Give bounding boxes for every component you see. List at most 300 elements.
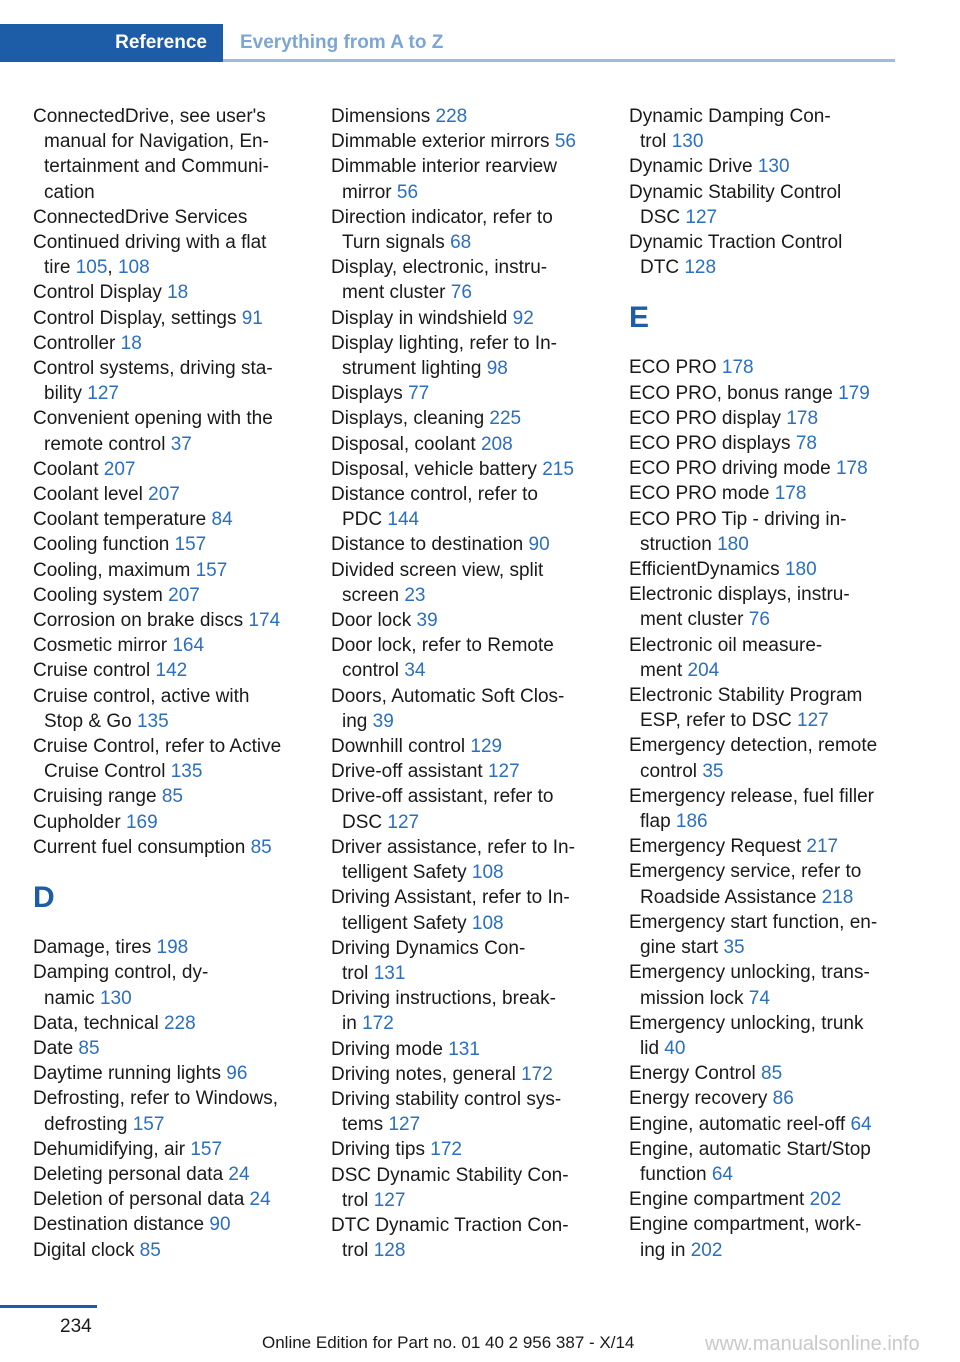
entry-text: DSC Dynamic Stability Con- [331,1164,569,1186]
page-link[interactable]: 91 [241,307,263,329]
page-link[interactable]: 39 [372,710,394,732]
entry-text: defrosting [44,1113,133,1135]
page-link[interactable]: 127 [373,1189,406,1211]
entry-text: Cupholder [33,811,126,833]
page-link[interactable]: 92 [512,307,534,329]
index-entry [331,532,626,557]
index-entry [33,784,328,809]
page-link[interactable]: 108 [471,912,504,934]
entry-text: mirror [342,181,397,203]
page-link[interactable]: 85 [139,1239,161,1261]
index-entry [33,331,328,356]
entry-text: ECO PRO displays [629,433,796,455]
entry-text: struction [640,533,718,555]
index-entry [629,1212,924,1262]
index-entry [331,1062,626,1087]
index-entry [629,859,924,909]
entry-text: Emergency service, refer to [629,861,862,883]
index-entry: Continued driving with a flat tire 105, 108 [33,232,267,279]
entry-text: DTC [640,257,685,279]
index-entry [33,960,328,1010]
entry-text: Cooling system [33,584,169,606]
page-link[interactable]: 86 [772,1088,794,1110]
entry-text: flap [640,811,676,833]
entry-text: ECO PRO [629,357,722,379]
index-entry [331,835,626,885]
entry-text: Emergency detection, remote [629,735,878,757]
index-entry [33,583,328,608]
entry-text: Engine, automatic Start/Stop [629,1138,871,1160]
index-entry [629,1011,924,1061]
index-entry [629,683,924,733]
index-entry [331,684,626,734]
index-entry [331,406,626,431]
index-entry [629,154,924,179]
page-link[interactable]: 128 [684,257,717,279]
index-entry [629,1086,924,1111]
index-entry [33,835,328,860]
edition-note: Online Edition for Part no. 01 40 2 956 387 - X/14 [262,1333,635,1352]
entry-text: Display in windshield [331,307,513,329]
entry-text: Emergency Request [629,836,807,858]
entry-text: trol [342,1240,374,1262]
entry-text: Downhill control [331,736,471,758]
index-column-2 [331,104,626,1263]
page-link[interactable]: 172 [430,1139,462,1161]
entry-text: DSC [640,206,686,228]
index-entry [33,684,328,734]
index-entry [629,960,924,1010]
index-entry [33,1086,328,1136]
page-link[interactable]: 180 [784,559,817,581]
index-entry [331,154,626,204]
page-link[interactable]: 218 [821,886,854,908]
entry-text: function [640,1163,712,1185]
page-link[interactable]: 90 [209,1214,231,1236]
page-link[interactable]: 56 [396,181,419,203]
index-column-1 [33,104,328,1263]
page-link[interactable]: 169 [125,811,158,833]
page-link[interactable]: 204 [687,659,720,681]
page-link[interactable]: 164 [172,635,205,657]
index-entry [331,633,626,683]
index-entry [33,1011,328,1036]
index-entry [33,507,328,532]
entry-text: Dynamic Damping Con- [629,106,831,127]
page-link[interactable]: 178 [835,458,868,480]
page-link[interactable]: 37 [170,433,192,455]
index-entry [331,1087,626,1137]
entry-text: ECO PRO display [629,407,787,429]
entry-text: Driving Dynamics Con- [331,937,526,959]
index-entry [629,1061,924,1086]
entry-text: control [342,660,405,682]
index-entry [331,558,626,608]
index-entry [33,633,328,658]
entry-text: Dynamic Drive [629,156,758,178]
entry-text: Distance to destination [331,534,529,556]
page-link[interactable]: 39 [416,610,438,632]
index-entry [629,1137,924,1187]
page-link[interactable]: 64 [850,1113,872,1135]
index-letter-heading: E [629,301,650,335]
index-entry [33,205,328,230]
index-entry [33,810,328,835]
index-entry [629,910,924,960]
entry-text: Electronic oil measure- [629,634,823,656]
page-link[interactable]: 24 [228,1163,250,1185]
page-link[interactable]: 135 [170,761,203,783]
entry-text: Drive-off assistant [331,761,488,783]
page-link[interactable]: 76 [450,282,472,304]
page-link[interactable]: 84 [211,509,233,531]
entry-text: ECO PRO mode [629,483,775,505]
entry-text: Driving stability control sys- [331,1088,562,1110]
entry-text: Deletion of personal data [33,1189,250,1211]
entry-text: ing in [640,1239,691,1261]
index-entry [629,381,924,406]
entry-text: trol [342,1189,374,1211]
entry-text: Deleting personal data [33,1163,229,1185]
page-link[interactable]: 215 [542,458,574,480]
entry-text: Emergency release, fuel filler [629,785,874,807]
entry-text: Door lock, refer to Remote [331,635,554,657]
page-link[interactable]: 127 [685,206,718,228]
page-link[interactable]: 225 [489,408,522,430]
page-link[interactable]: 157 [190,1138,223,1160]
entry-text: in [342,1013,363,1035]
header-title: Everything from A to Z [240,32,444,53]
entry-text: Cruise Control [44,761,171,783]
page-link[interactable]: 128 [373,1240,406,1262]
page-link[interactable]: 35 [702,760,724,782]
entry-text: Roadside Assistance [640,886,822,908]
index-entry [33,306,328,331]
index-entry [331,1213,626,1263]
entry-text: Electronic Stability Program [629,685,863,707]
page-link[interactable]: 208 [480,433,513,455]
entry-text: Driving instructions, break- [331,988,556,1010]
index-entry [629,180,924,230]
entry-text: manual for Navigation, En- [44,131,269,153]
entry-text: Dynamic Traction Control [629,232,843,254]
index-entry [331,129,626,154]
index-entry [33,406,328,456]
page-link[interactable]: 64 [711,1163,733,1185]
entry-text: Continued driving with a flat [33,232,267,254]
index-entry [629,834,924,859]
index-entry [331,306,626,331]
entry-text: Corrosion on brake discs [33,610,249,632]
entry-text: Display lighting, refer to In- [331,332,557,354]
page-link[interactable]: 186 [675,811,708,833]
page-link[interactable]: 76 [748,609,770,631]
index-entry [33,457,328,482]
index-entry [33,532,328,557]
index-entry [331,381,626,406]
entry-text: Dimmable exterior mirrors [331,131,555,153]
index-entry [331,432,626,457]
page-link[interactable]: 172 [362,1013,394,1035]
entry-text: Cosmetic mirror [33,635,173,657]
entry-text: EfficientDynamics [629,559,785,581]
entry-text: Engine, automatic reel-off [629,1113,851,1135]
page-link[interactable]: 157 [174,534,207,556]
entry-text: Coolant [33,458,104,480]
entry-text: Coolant temperature [33,509,212,531]
entry-text: DSC [342,811,388,833]
page-link[interactable]: 77 [408,383,430,405]
page-link[interactable]: 202 [690,1239,723,1261]
page-link[interactable]: 217 [806,836,839,858]
page-number: 234 [60,1316,92,1337]
page-link[interactable]: 129 [470,736,503,758]
page-link[interactable]: 202 [809,1189,842,1211]
index-entry [331,885,626,935]
entry-text: tertainment and Communi- [44,156,269,178]
entry-text: Energy Control [629,1063,762,1085]
entry-text: Control Display, settings [33,307,242,329]
index-entry [33,356,328,406]
index-entry [331,608,626,633]
page-link[interactable]: 157 [195,559,228,581]
page-link[interactable]: 228 [163,1012,196,1034]
entry-text: screen [342,584,405,606]
entry-text: tems [342,1114,389,1136]
entry-text: Cooling, maximum [33,559,196,581]
page-link[interactable]: 18 [167,282,189,304]
index-entry [331,1037,626,1062]
entry-text: ment cluster [640,609,749,631]
entry-text: Digital clock [33,1239,140,1261]
page-link[interactable]: 108 [117,257,150,279]
entry-text: telligent Safety [342,912,472,934]
page-link[interactable]: 18 [120,332,142,354]
entry-text: Convenient opening with the [33,408,273,430]
entry-text: Displays [331,383,409,405]
entry-text: cation [44,181,95,203]
entry-text: Cruising range [33,786,162,808]
page-link[interactable]: 127 [87,383,119,405]
page-link[interactable]: 34 [404,660,426,682]
entry-text: ECO PRO, bonus range [629,382,839,404]
page-link[interactable]: 85 [161,786,183,808]
page-link[interactable]: 74 [748,987,770,1009]
entry-text: Controller [33,332,121,354]
entry-text: Emergency start function, en- [629,911,878,933]
entry-text: Divided screen view, split [331,559,544,581]
header-rule [223,59,895,62]
index-column-3 [629,104,924,1263]
page-link[interactable]: 131 [448,1038,480,1060]
index-entry [629,230,924,280]
page-link[interactable]: 178 [774,483,807,505]
index-entry [33,658,328,683]
index-entry [331,331,626,381]
entry-text: Doors, Automatic Soft Clos- [331,685,565,707]
entry-text: Turn signals [342,232,451,254]
page-link[interactable]: 24 [249,1189,271,1211]
entry-text: ment [640,659,688,681]
entry-text: Driving Assistant, refer to In- [331,887,570,909]
entry-text: ment cluster [342,282,451,304]
page-link[interactable]: 127 [487,761,520,783]
page-link[interactable]: 130 [99,987,132,1009]
index-entry [33,1187,328,1212]
index-entry [331,457,626,482]
index-entry [629,1187,924,1212]
index-entry [331,784,626,834]
entry-text: Damage, tires [33,937,157,959]
index-entry [33,1238,328,1263]
page-link[interactable]: 207 [148,484,180,506]
page-link[interactable]: 105 [75,257,108,279]
entry-text: Direction indicator, refer to [331,206,553,228]
entry-text: Control systems, driving sta- [33,358,273,380]
entry-text: trol [640,131,672,153]
entry-text: mission lock [640,987,749,1009]
index-entry [331,936,626,986]
page-link[interactable]: 178 [721,357,754,379]
entry-text: DTC Dynamic Traction Con- [331,1214,569,1236]
page-link[interactable]: 142 [155,660,188,682]
index-entry [629,406,924,431]
index-entry [629,481,924,506]
index-entry [629,633,924,683]
index-entry [33,482,328,507]
index-letter-heading: D [33,881,55,915]
entry-text: PDC [342,509,388,531]
index-entry [331,759,626,784]
entry-text: ConnectedDrive, see user's [33,106,266,127]
page-link[interactable]: 127 [387,811,420,833]
entry-text: Emergency unlocking, trunk [629,1012,864,1034]
page-link[interactable]: 96 [226,1063,248,1085]
index-entry [331,205,626,255]
page-link[interactable]: 56 [554,131,576,153]
page-link[interactable]: 127 [797,710,829,732]
page-link[interactable]: 207 [103,458,136,480]
page-link[interactable]: 35 [723,937,745,959]
index-entry [629,784,924,834]
entry-text: Dimensions [331,106,436,127]
page-link[interactable]: 108 [471,862,504,884]
entry-text: Coolant level [33,484,149,506]
page-link[interactable]: 78 [795,433,817,455]
entry-text: Cruise control, active with [33,685,250,707]
page-link[interactable]: 198 [156,937,189,959]
index-entry [33,104,328,205]
entry-text: Energy recovery [629,1088,773,1110]
entry-text: Dehumidifying, air [33,1138,191,1160]
page-header [0,24,895,62]
page-link[interactable]: 207 [168,584,200,606]
index-entry [629,733,924,783]
entry-text: Driving notes, general [331,1063,522,1085]
page-link[interactable]: 131 [373,962,406,984]
index-entry [33,734,328,784]
index-entry [331,255,626,305]
entry-text: Drive-off assistant, refer to [331,786,554,808]
page-link[interactable]: 85 [78,1037,100,1059]
page-link[interactable]: 130 [757,156,790,178]
entry-text: strument lighting [342,358,487,380]
index-entry [629,582,924,632]
index-entry [33,1162,328,1187]
entry-text: ECO PRO driving mode [629,458,836,480]
entry-text: Daytime running lights [33,1063,227,1085]
section-tab[interactable]: Reference [0,24,223,62]
page-link[interactable]: 180 [717,533,749,555]
page-link[interactable]: 178 [786,407,819,429]
entry-text: Data, technical [33,1012,164,1034]
entry-text: Dimmable interior rearview [331,156,557,178]
entry-text: Driving tips [331,1139,431,1161]
index-entry [33,608,328,633]
entry-text: Stop & Go [44,710,137,732]
index-entry [331,482,626,532]
index-entry [33,1061,328,1086]
entry-text: ESP, refer to DSC [640,710,797,732]
entry-text: ing [342,710,373,732]
index-entry [331,1137,626,1162]
page-link[interactable]: 135 [136,710,169,732]
index-entry [331,986,626,1036]
page-link[interactable]: 157 [132,1113,165,1135]
page-link[interactable]: 172 [521,1063,553,1085]
entry-text: Destination distance [33,1214,210,1236]
index-entry [331,104,626,129]
index-entry [629,456,924,481]
index-entry [33,1212,328,1237]
footer-rule [0,1305,97,1308]
entry-text: remote control [44,433,171,455]
entry-text: Disposal, coolant [331,433,481,455]
entry-text: Disposal, vehicle battery [331,458,543,480]
page-link[interactable]: 68 [450,232,472,254]
page-link[interactable]: 98 [486,358,508,380]
entry-text: Cruise control [33,660,156,682]
entry-text: Date [33,1037,79,1059]
entry-text: tire [44,257,76,279]
index-entry [33,280,328,305]
page-link[interactable]: 85 [250,836,272,858]
entry-text: Control Display [33,282,168,304]
entry-text: Dynamic Stability Control [629,181,842,203]
page-link[interactable]: 130 [671,131,704,153]
watermark: www.manualsonline.info [705,1333,920,1355]
index-entry [629,507,924,557]
page-link[interactable]: 40 [664,1037,686,1059]
page-link[interactable]: 174 [248,610,281,632]
page-link[interactable]: 90 [528,534,550,556]
entry-text: Electronic displays, instru- [629,584,850,606]
page-link[interactable]: 127 [388,1114,421,1136]
entry-text: lid [640,1037,665,1059]
entry-text: Driver assistance, refer to In- [331,836,575,858]
entry-text: namic [44,987,100,1009]
entry-text: Door lock [331,610,417,632]
page-link[interactable]: 179 [838,382,870,404]
page-link[interactable]: 85 [761,1063,783,1085]
entry-text: control [640,760,703,782]
page-link[interactable]: 23 [404,584,426,606]
index-entry [33,558,328,583]
entry-text: Cruise Control, refer to Active [33,736,282,758]
page-link[interactable]: 144 [387,509,420,531]
page-link[interactable]: 228 [435,106,468,127]
index-entry [33,935,328,960]
